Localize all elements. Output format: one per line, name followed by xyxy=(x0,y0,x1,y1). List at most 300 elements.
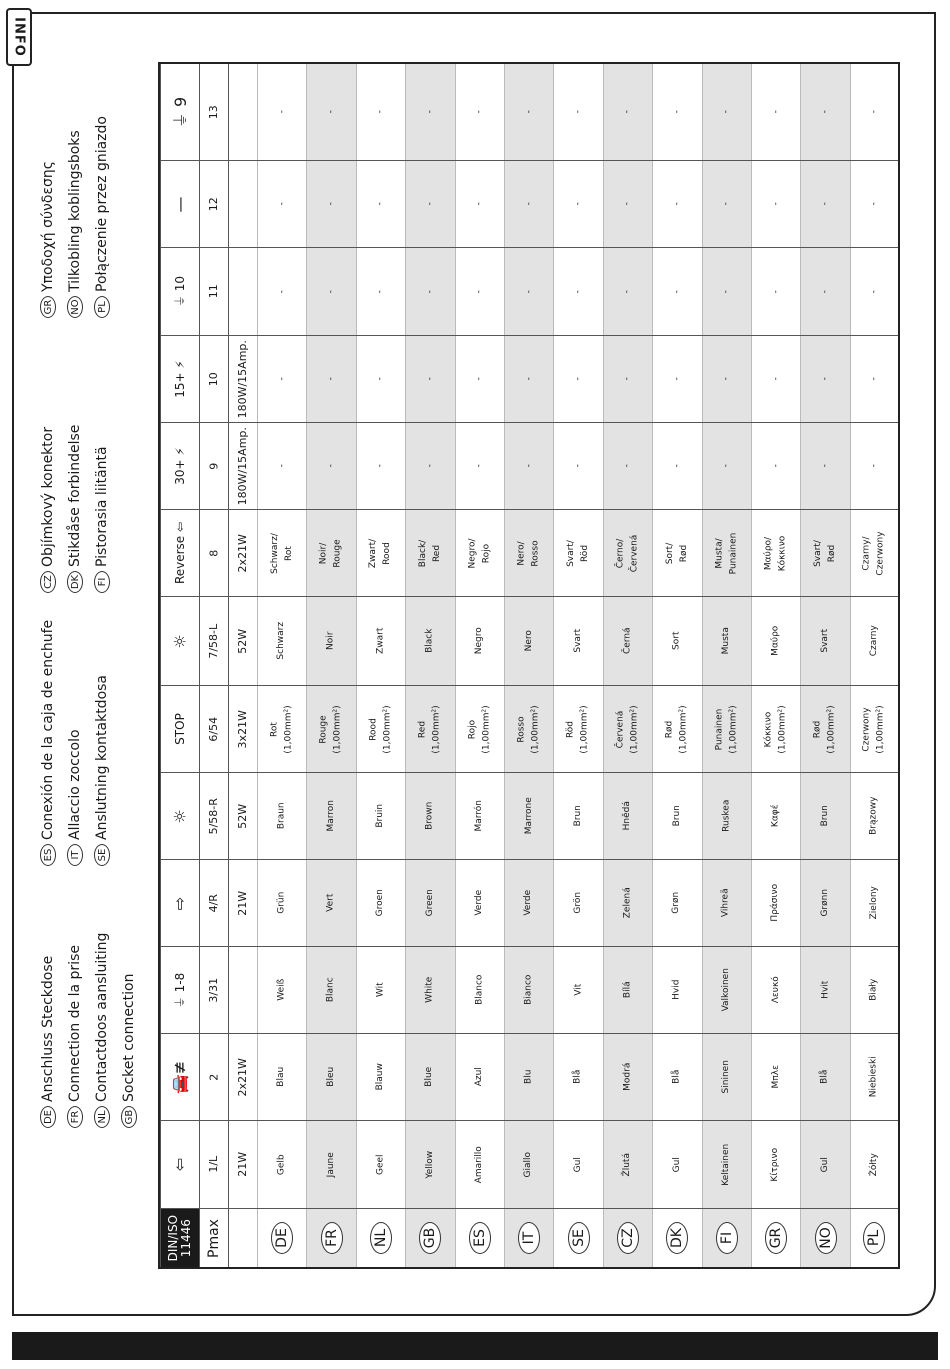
wire-color-es xyxy=(455,597,504,685)
legend-item-inner xyxy=(67,425,83,593)
wire-color-text: Sort/ Rød xyxy=(664,542,689,564)
pin-row-6-54 xyxy=(160,685,898,772)
legend-item-inner xyxy=(94,675,110,866)
wire-color-dk xyxy=(652,248,701,335)
wire-color-text: - xyxy=(671,289,682,294)
ground-9-icon: ⏚ 9 xyxy=(171,96,191,128)
wire-color-text: Bianco xyxy=(523,974,534,1006)
legend-item-inner xyxy=(40,620,56,866)
wire-color-text: Żółty xyxy=(868,1152,879,1177)
wire-color-text: Brun xyxy=(671,805,682,827)
wire-color-no xyxy=(800,686,849,772)
wire-color-fi xyxy=(702,510,751,596)
wire-color-gr xyxy=(751,64,800,160)
wire-color-text: - xyxy=(721,464,732,468)
wire-color-se xyxy=(553,1121,602,1208)
pin-row-7-58-L xyxy=(160,596,898,685)
pin-number-cell xyxy=(199,248,228,335)
wire-color-text: Gul xyxy=(819,1156,830,1173)
wire-color-fi xyxy=(702,597,751,685)
pin-pmax-cell xyxy=(228,860,257,946)
wire-color-text: Schwarz xyxy=(276,622,287,660)
wire-color-fr xyxy=(306,64,355,160)
wire-color-pl xyxy=(850,1034,898,1120)
wire-color-cz xyxy=(603,597,652,685)
wire-color-se xyxy=(553,860,602,946)
wire-color-text: - xyxy=(325,110,336,114)
wire-color-gr xyxy=(751,161,800,247)
wire-color-text: - xyxy=(868,110,879,114)
pin-pmax: 21W xyxy=(235,890,249,916)
wire-color-pl xyxy=(850,860,898,946)
pin-number: 12 xyxy=(206,197,220,211)
language-code-it: IT xyxy=(518,1222,540,1254)
wire-color-de xyxy=(257,423,306,509)
wire-color-text: Brun xyxy=(572,805,583,827)
legend-text: Socket connection xyxy=(121,973,137,1102)
wire-color-fr xyxy=(306,161,355,247)
wire-color-gb xyxy=(405,947,454,1033)
wire-color-se xyxy=(553,1034,602,1120)
wire-color-nl xyxy=(356,64,405,160)
wire-color-dk xyxy=(652,597,701,685)
wire-color-se xyxy=(553,161,602,247)
wire-color-fi xyxy=(702,336,751,422)
pin-icon-cell xyxy=(160,1121,199,1208)
wire-color-text: - xyxy=(819,289,830,294)
pin-pmax: 21W xyxy=(235,1152,249,1177)
wire-color-text: Niebieski xyxy=(868,1056,879,1098)
wire-color-text: Vit xyxy=(572,984,583,996)
wire-color-dk xyxy=(652,947,701,1033)
wire-color-text: Hnědá xyxy=(622,801,633,831)
wire-color-pl xyxy=(850,423,898,509)
wire-color-text: Black/ Red xyxy=(417,539,442,567)
wire-color-nl xyxy=(356,336,405,422)
wire-color-it xyxy=(504,64,553,160)
pin-pmax-cell xyxy=(228,1034,257,1120)
wire-color-no xyxy=(800,860,849,946)
wire-color-it xyxy=(504,248,553,335)
wire-color-text: Blå xyxy=(819,1069,830,1085)
wire-color-text: Sininen xyxy=(721,1060,732,1094)
wire-color-text: Röd (1,00mm²) xyxy=(566,704,590,754)
wire-color-nl xyxy=(356,860,405,946)
ground-1-8-icon: ⏚ 1-8 xyxy=(173,972,188,1008)
wire-color-text: - xyxy=(572,377,583,381)
wire-color-text: Brun xyxy=(819,805,830,827)
pin-number: 13 xyxy=(206,105,220,119)
wire-color-text: - xyxy=(868,377,879,381)
wire-color-text: - xyxy=(770,377,781,381)
pin-number-cell xyxy=(199,510,228,596)
wire-color-pl xyxy=(850,773,898,859)
language-header-gr xyxy=(751,1209,800,1267)
wire-color-pl xyxy=(850,248,898,335)
wire-color-text: Rojo (1,00mm²) xyxy=(467,704,491,754)
pin-row-2 xyxy=(160,1033,898,1120)
wire-color-de xyxy=(257,860,306,946)
wire-color-text: Rød (1,00mm²) xyxy=(813,704,837,754)
wire-color-text: Hvid xyxy=(671,979,682,1001)
wire-color-text: Marrón xyxy=(474,800,485,832)
legend-item-inner xyxy=(94,446,110,593)
wire-color-text: Κίτρινο xyxy=(770,1147,781,1182)
wire-color-text: - xyxy=(671,202,682,206)
legend-text: Objímkový konektor xyxy=(40,426,56,567)
wire-color-de xyxy=(257,336,306,422)
language-header-it xyxy=(504,1209,553,1267)
wire-color-text: Sort xyxy=(671,631,682,651)
language-header-se xyxy=(553,1209,602,1267)
wire-color-pl xyxy=(850,64,898,160)
wire-color-gb xyxy=(405,860,454,946)
pin-icon-cell xyxy=(160,248,199,335)
pin-number-cell xyxy=(199,161,228,247)
wire-color-text: Hvit xyxy=(819,980,830,1000)
wire-color-text: Μαύρο xyxy=(770,625,781,657)
wire-color-fi xyxy=(702,423,751,509)
wire-color-text: Rot (1,00mm²) xyxy=(269,704,294,754)
wire-color-text: - xyxy=(819,202,830,206)
wire-color-it xyxy=(504,1121,553,1208)
language-code-cz: CZ xyxy=(617,1222,639,1254)
pin-pmax-cell xyxy=(228,773,257,859)
wire-color-pl xyxy=(850,947,898,1033)
wire-color-text: Punainen (1,00mm²) xyxy=(714,704,738,754)
wire-color-text: Blauw xyxy=(375,1063,386,1091)
pin-number: 3/31 xyxy=(206,977,220,1003)
wire-color-it xyxy=(504,947,553,1033)
wire-color-no xyxy=(800,1034,849,1120)
wire-color-text: - xyxy=(622,377,633,381)
legend-code: DE xyxy=(40,1106,56,1128)
wire-color-text: Grün xyxy=(276,891,287,915)
wire-color-cz xyxy=(603,161,652,247)
legend-code: DK xyxy=(67,571,83,593)
wire-color-text: - xyxy=(523,110,534,114)
wire-color-pl xyxy=(850,336,898,422)
wire-color-se xyxy=(553,64,602,160)
pin-number: 9 xyxy=(206,462,220,470)
legend-code: ES xyxy=(40,844,56,866)
reverse-light-icon: Reverse ⇦ xyxy=(173,521,188,585)
wire-color-it xyxy=(504,1034,553,1120)
wire-color-text: - xyxy=(424,202,435,206)
wire-color-nl xyxy=(356,773,405,859)
wire-color-text: Groen xyxy=(375,889,386,917)
wire-color-fr xyxy=(306,947,355,1033)
wire-color-text: Rød (1,00mm²) xyxy=(664,704,689,754)
wire-color-es xyxy=(455,510,504,596)
wire-color-no xyxy=(800,597,849,685)
wire-color-it xyxy=(504,686,553,772)
wire-color-text: Bleu xyxy=(325,1067,336,1087)
wire-color-nl xyxy=(356,686,405,772)
wire-color-es xyxy=(455,64,504,160)
pin-icon-cell xyxy=(160,64,199,160)
pin-pmax-cell xyxy=(228,336,257,422)
wire-color-de xyxy=(257,1034,306,1120)
pin-pmax-cell xyxy=(228,248,257,335)
wire-color-gr xyxy=(751,510,800,596)
wire-color-fr xyxy=(306,248,355,335)
wire-color-de xyxy=(257,510,306,596)
pin-icon-cell xyxy=(160,686,199,772)
wire-color-text: White xyxy=(424,976,435,1004)
legend-item-inner xyxy=(67,130,83,318)
wire-color-nl xyxy=(356,510,405,596)
wire-color-gb xyxy=(405,510,454,596)
wire-color-text: Blau xyxy=(276,1067,287,1087)
left-tail-light-icon: ☼ xyxy=(170,633,190,649)
pin-pmax-cell xyxy=(228,597,257,685)
wire-color-no xyxy=(800,947,849,1033)
pin-icon-cell xyxy=(160,1034,199,1120)
wire-color-no xyxy=(800,336,849,422)
pin-pmax-cell xyxy=(228,686,257,772)
wire-color-dk xyxy=(652,1121,701,1208)
language-code-pl: PL xyxy=(863,1222,885,1254)
wire-color-text: Rouge (1,00mm²) xyxy=(319,704,343,754)
language-header-cz xyxy=(603,1209,652,1267)
wire-color-gr xyxy=(751,597,800,685)
pin-icon-cell xyxy=(160,161,199,247)
pin-number-cell xyxy=(199,423,228,509)
fog-light-icon: 🚘≢ xyxy=(170,1060,190,1094)
wire-color-text: Negro xyxy=(474,627,485,655)
wire-color-text: Zwart/ Rood xyxy=(368,538,392,568)
wire-color-text: - xyxy=(622,110,633,114)
wire-color-text: - xyxy=(325,289,336,294)
wire-color-cz xyxy=(603,510,652,596)
wire-color-it xyxy=(504,860,553,946)
wire-color-gr xyxy=(751,1034,800,1120)
wire-color-text: - xyxy=(474,110,485,114)
pin-number-cell xyxy=(199,1121,228,1208)
wire-color-text: Grønn xyxy=(819,889,830,917)
wire-color-text: Μαύρο/ Κόκκινο xyxy=(763,535,788,571)
pin-icon-cell xyxy=(160,510,199,596)
legend-item-inner xyxy=(67,729,83,866)
wire-color-text: Keltainen xyxy=(721,1143,732,1186)
wire-color-text: Marron xyxy=(325,800,336,832)
pin-number: 1/L xyxy=(206,1156,220,1173)
wire-color-text: Blanc xyxy=(325,977,336,1003)
wire-color-fr xyxy=(306,423,355,509)
wire-color-text: - xyxy=(375,110,386,114)
wire-color-text: - xyxy=(375,377,386,381)
wire-color-text: - xyxy=(325,202,336,206)
wire-color-text: Černá xyxy=(622,627,633,655)
wire-color-gr xyxy=(751,773,800,859)
permanent-power-icon: 30+ ⚡ xyxy=(172,447,187,485)
wire-color-fr xyxy=(306,1121,355,1208)
wire-color-text: Verde xyxy=(474,890,485,916)
wire-color-pl xyxy=(850,1121,898,1208)
legend-item-inner xyxy=(94,116,110,318)
wire-color-de xyxy=(257,248,306,335)
wire-color-text: Καφέ xyxy=(770,804,781,828)
wire-color-es xyxy=(455,336,504,422)
ground-10-icon: ⏚ 10 xyxy=(173,275,188,308)
wire-color-text: Yellow xyxy=(424,1150,435,1179)
wire-color-fi xyxy=(702,947,751,1033)
wire-color-gr xyxy=(751,1121,800,1208)
wire-color-cz xyxy=(603,64,652,160)
wire-color-text: - xyxy=(671,110,682,114)
wire-color-text: - xyxy=(770,289,781,294)
legend-code: PL xyxy=(94,296,110,318)
wire-color-gr xyxy=(751,423,800,509)
legend-code: CZ xyxy=(40,571,56,593)
wire-color-de xyxy=(257,1121,306,1208)
legend-item-inner xyxy=(40,956,56,1128)
wire-color-text: Valkoinen xyxy=(721,968,732,1012)
pin-icon-cell xyxy=(160,336,199,422)
wire-color-cz xyxy=(603,947,652,1033)
legend-text: Conexión de la caja de enchufe xyxy=(40,619,56,840)
wire-color-text: - xyxy=(622,289,633,294)
wire-color-text: - xyxy=(868,464,879,468)
pin-pmax-cell xyxy=(228,423,257,509)
wire-color-text: Vert xyxy=(325,893,336,913)
wire-color-cz xyxy=(603,336,652,422)
wire-color-text: Svart xyxy=(572,629,583,653)
wire-color-es xyxy=(455,686,504,772)
wire-color-text: - xyxy=(622,464,633,468)
din-iso-label-cell xyxy=(160,1209,199,1267)
wire-color-text: Bílá xyxy=(622,981,633,999)
wire-color-text: Green xyxy=(424,889,435,917)
wire-color-text: Gul xyxy=(671,1156,682,1173)
legend-code: GB xyxy=(121,1106,137,1128)
wire-color-it xyxy=(504,161,553,247)
info-tag xyxy=(6,8,32,66)
wire-color-fr xyxy=(306,773,355,859)
wire-color-nl xyxy=(356,161,405,247)
wire-color-gb xyxy=(405,64,454,160)
wire-color-no xyxy=(800,510,849,596)
wire-color-cz xyxy=(603,860,652,946)
wire-color-nl xyxy=(356,947,405,1033)
wire-color-text: Κόκκινο (1,00mm²) xyxy=(763,704,788,754)
legend-code: FR xyxy=(67,1106,83,1128)
wire-color-no xyxy=(800,1121,849,1208)
pin-pmax-cell xyxy=(228,64,257,160)
pin-number-cell xyxy=(199,64,228,160)
pin-number: 6/54 xyxy=(206,716,220,742)
legend-text: Anschluss Steckdose xyxy=(40,955,56,1102)
wire-color-nl xyxy=(356,1121,405,1208)
language-header-es xyxy=(455,1209,504,1267)
wire-color-text: - xyxy=(276,289,287,294)
wire-color-se xyxy=(553,336,602,422)
wire-color-fr xyxy=(306,860,355,946)
wire-color-text: - xyxy=(523,202,534,206)
pin-pmax-cell xyxy=(228,161,257,247)
legend-text: Połączenie przez gniazdo xyxy=(94,116,110,292)
wire-color-se xyxy=(553,773,602,859)
legend-code: NL xyxy=(94,1106,110,1128)
wire-color-gr xyxy=(751,947,800,1033)
pin-number: 10 xyxy=(206,372,220,386)
wire-color-text: - xyxy=(770,202,781,206)
language-code-de: DE xyxy=(271,1222,293,1254)
wire-color-nl xyxy=(356,248,405,335)
wire-color-pl xyxy=(850,161,898,247)
pin-pmax: 2x21W xyxy=(235,1057,249,1097)
wire-color-gb xyxy=(405,423,454,509)
language-code-nl: NL xyxy=(370,1222,392,1254)
wire-color-fi xyxy=(702,161,751,247)
wire-color-fr xyxy=(306,336,355,422)
wire-color-de xyxy=(257,686,306,772)
wire-color-text: Πράσινο xyxy=(770,884,781,922)
wire-color-text: Black xyxy=(424,628,435,654)
wire-color-text: - xyxy=(523,464,534,468)
pin-icon-cell xyxy=(160,860,199,946)
pin-pmax: 180W/15Amp. xyxy=(235,426,249,506)
wire-color-it xyxy=(504,423,553,509)
wire-color-gr xyxy=(751,686,800,772)
pin-icon-cell xyxy=(160,773,199,859)
wire-color-text: - xyxy=(819,377,830,381)
wire-color-pl xyxy=(850,686,898,772)
wire-color-text: Červená (1,00mm²) xyxy=(615,704,639,754)
pin-pmax: 3x21W xyxy=(235,709,249,749)
wire-color-text: - xyxy=(424,464,435,468)
wire-color-cz xyxy=(603,1034,652,1120)
wire-color-dk xyxy=(652,423,701,509)
wire-color-text: - xyxy=(572,289,583,294)
pin-number: 11 xyxy=(206,284,220,299)
pin-number-cell xyxy=(199,336,228,422)
wire-color-fi xyxy=(702,860,751,946)
wire-color-no xyxy=(800,248,849,335)
wire-color-gb xyxy=(405,686,454,772)
language-header-fi xyxy=(702,1209,751,1267)
pin-icon-cell xyxy=(160,597,199,685)
wire-color-text: Zielony xyxy=(868,886,879,920)
pin-number: 4/R xyxy=(206,893,220,913)
wire-color-se xyxy=(553,248,602,335)
wire-color-de xyxy=(257,773,306,859)
wire-color-text: - xyxy=(474,377,485,381)
pin-icon-cell xyxy=(160,423,199,509)
legend-item-inner xyxy=(40,427,56,593)
wire-color-text: Jaune xyxy=(325,1151,336,1178)
pin-number-cell xyxy=(199,773,228,859)
wire-color-text: - xyxy=(819,110,830,114)
pin-row-12 xyxy=(160,160,898,247)
wire-color-es xyxy=(455,1034,504,1120)
wire-color-text: Brązowy xyxy=(868,796,879,836)
legend-text: Contactdoos aansluiting xyxy=(94,932,110,1102)
wire-color-gb xyxy=(405,336,454,422)
language-code-gb: GB xyxy=(419,1222,441,1254)
wire-color-text: Musta/ Punainen xyxy=(714,532,738,574)
language-header-pl xyxy=(850,1209,898,1267)
pin-pmax-cell xyxy=(228,510,257,596)
legend-item-inner xyxy=(67,945,83,1128)
wire-color-text: Grön xyxy=(572,892,583,914)
wire-color-text: - xyxy=(721,289,732,294)
legend-text: Stikdåse forbindelse xyxy=(67,424,83,567)
legend-text: Pistorasia liitäntä xyxy=(94,446,110,567)
wire-color-it xyxy=(504,773,553,859)
wire-color-text: Braun xyxy=(276,802,287,830)
